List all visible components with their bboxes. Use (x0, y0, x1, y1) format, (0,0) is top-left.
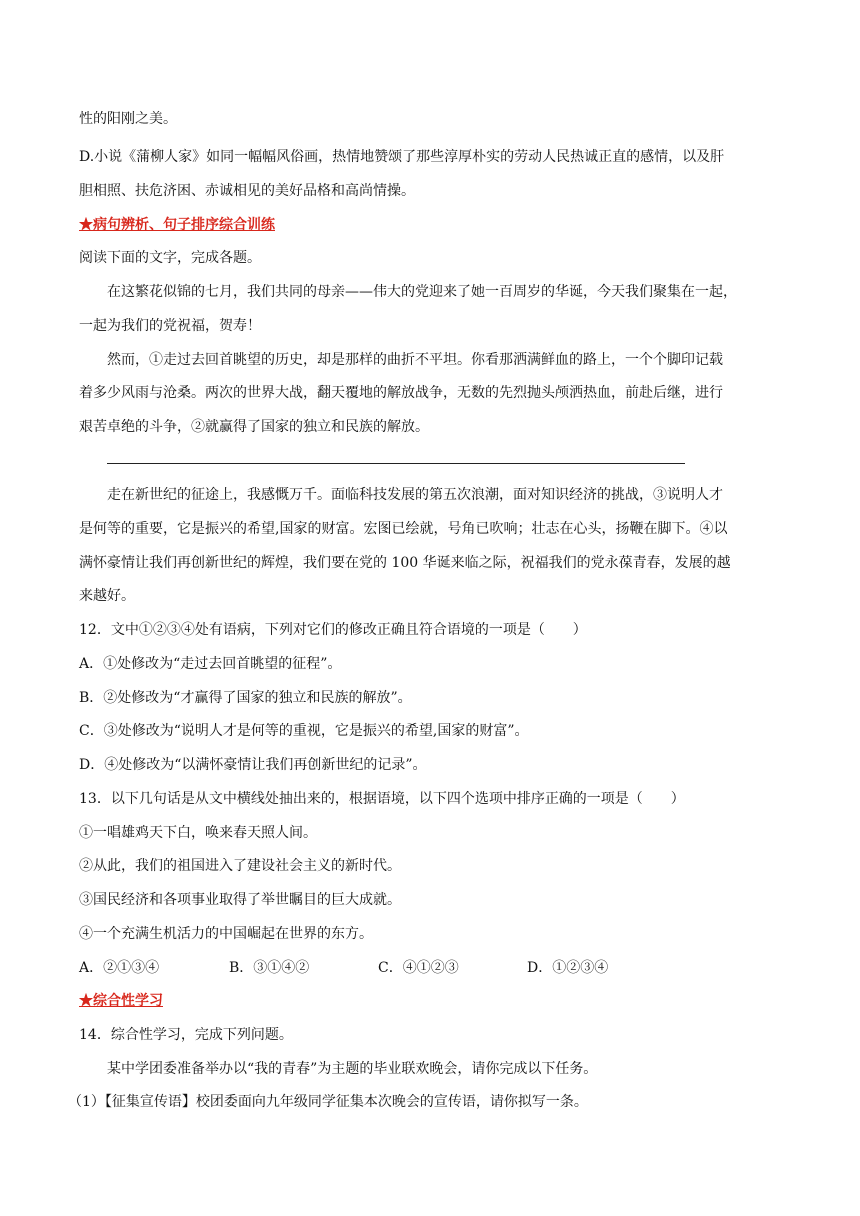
passage-paragraph-line: 满怀豪情让我们再创新世纪的辉煌，我们要在党的 100 华诞来临之际，祝福我们的党永葆青春，发展的越 (79, 555, 731, 571)
passage-paragraph-line: 走在新世纪的征途上，我感慨万千。面临科技发展的第五次浪潮，面对知识经济的挑战，③说明人才 (107, 487, 723, 503)
passage-paragraph-line: 着多少风雨与沧桑。两次的世界大战，翻天覆地的解放战争，无数的先烈抛头颅洒热血，前赴后继，进行 (79, 385, 723, 401)
question-13-option-a: A．②①③④ (79, 960, 160, 976)
passage-paragraph-line: 然而，①走过去回首眺望的历史，却是那样的曲折不平坦。你看那洒满鲜血的路上，一个个脚印记载 (107, 352, 723, 368)
question-12-option-b: B．②处修改为“才赢得了国家的独立和民族的解放”。 (79, 690, 412, 706)
sentence-2: ②从此，我们的祖国进入了建设社会主义的新时代。 (79, 858, 401, 874)
sentence-1: ①一唱雄鸡天下白，唤来春天照人间。 (79, 825, 317, 841)
question-13-option-d: D．①②③④ (527, 960, 609, 976)
question-12-option-c: C．③处修改为“说明人才是何等的重视，它是振兴的希望,国家的财富”。 (79, 723, 529, 739)
answer-blank-line (107, 463, 685, 464)
question-14-stem: 14．综合性学习，完成下列问题。 (79, 1027, 293, 1043)
question-13-option-b: B．③①④② (229, 960, 310, 976)
section-heading-sentence-training: ★病句辨析、句子排序综合训练 (79, 217, 275, 233)
passage-paragraph-line: 来越好。 (79, 588, 135, 604)
section-heading-comprehensive-study: ★综合性学习 (79, 993, 163, 1009)
reading-instruction: 阅读下面的文字，完成各题。 (79, 250, 261, 266)
passage-paragraph-line: 是何等的重要，它是振兴的希望,国家的财富。宏图已绘就，号角已吹响；壮志在心头，扬鞭在脚下。④以 (79, 521, 728, 537)
sentence-3: ③国民经济和各项事业取得了举世瞩目的巨大成就。 (79, 892, 401, 908)
sentence-4: ④一个充满生机活力的中国崛起在世界的东方。 (79, 926, 373, 942)
passage-paragraph-line: 一起为我们的党祝福，贺寿！ (79, 318, 261, 334)
question-12-option-a: A．①处修改为“走过去回首眺望的征程”。 (79, 656, 342, 672)
question-12-stem: 12．文中①②③④处有语病，下列对它们的修改正确且符合语境的一项是（ ） (79, 622, 587, 638)
question-13-option-c: C．④①②③ (378, 960, 459, 976)
passage-paragraph-line: 在这繁花似锦的七月，我们共同的母亲——伟大的党迎来了她一百周岁的华诞，今天我们聚集在一起， (107, 284, 737, 300)
question-13-stem: 13．以下几句话是从文中横线处抽出来的，根据语境，以下四个选项中排序正确的一项是（ ） (79, 791, 685, 807)
option-d-line: D.小说《蒲柳人家》如同一幅幅风俗画，热情地赞颂了那些淳厚朴实的劳动人民热诚正直的感情，以及肝 (79, 149, 725, 165)
option-d-line: 胆相照、扶危济困、赤诚相见的美好品格和高尚情操。 (79, 183, 415, 199)
text-line: 性的阳刚之美。 (79, 111, 177, 127)
question-14-intro: 某中学团委准备举办以“我的青春”为主题的毕业联欢晚会，请你完成以下任务。 (107, 1061, 598, 1077)
question-14-task-1: （1）【征集宣传语】校团委面向九年级同学征集本次晚会的宣传语，请你拟写一条。 (68, 1094, 588, 1110)
question-12-option-d: D．④处修改为“以满怀豪情让我们再创新世纪的记录”。 (79, 757, 427, 773)
passage-paragraph-line: 艰苦卓绝的斗争，②就赢得了国家的独立和民族的解放。 (79, 419, 429, 435)
